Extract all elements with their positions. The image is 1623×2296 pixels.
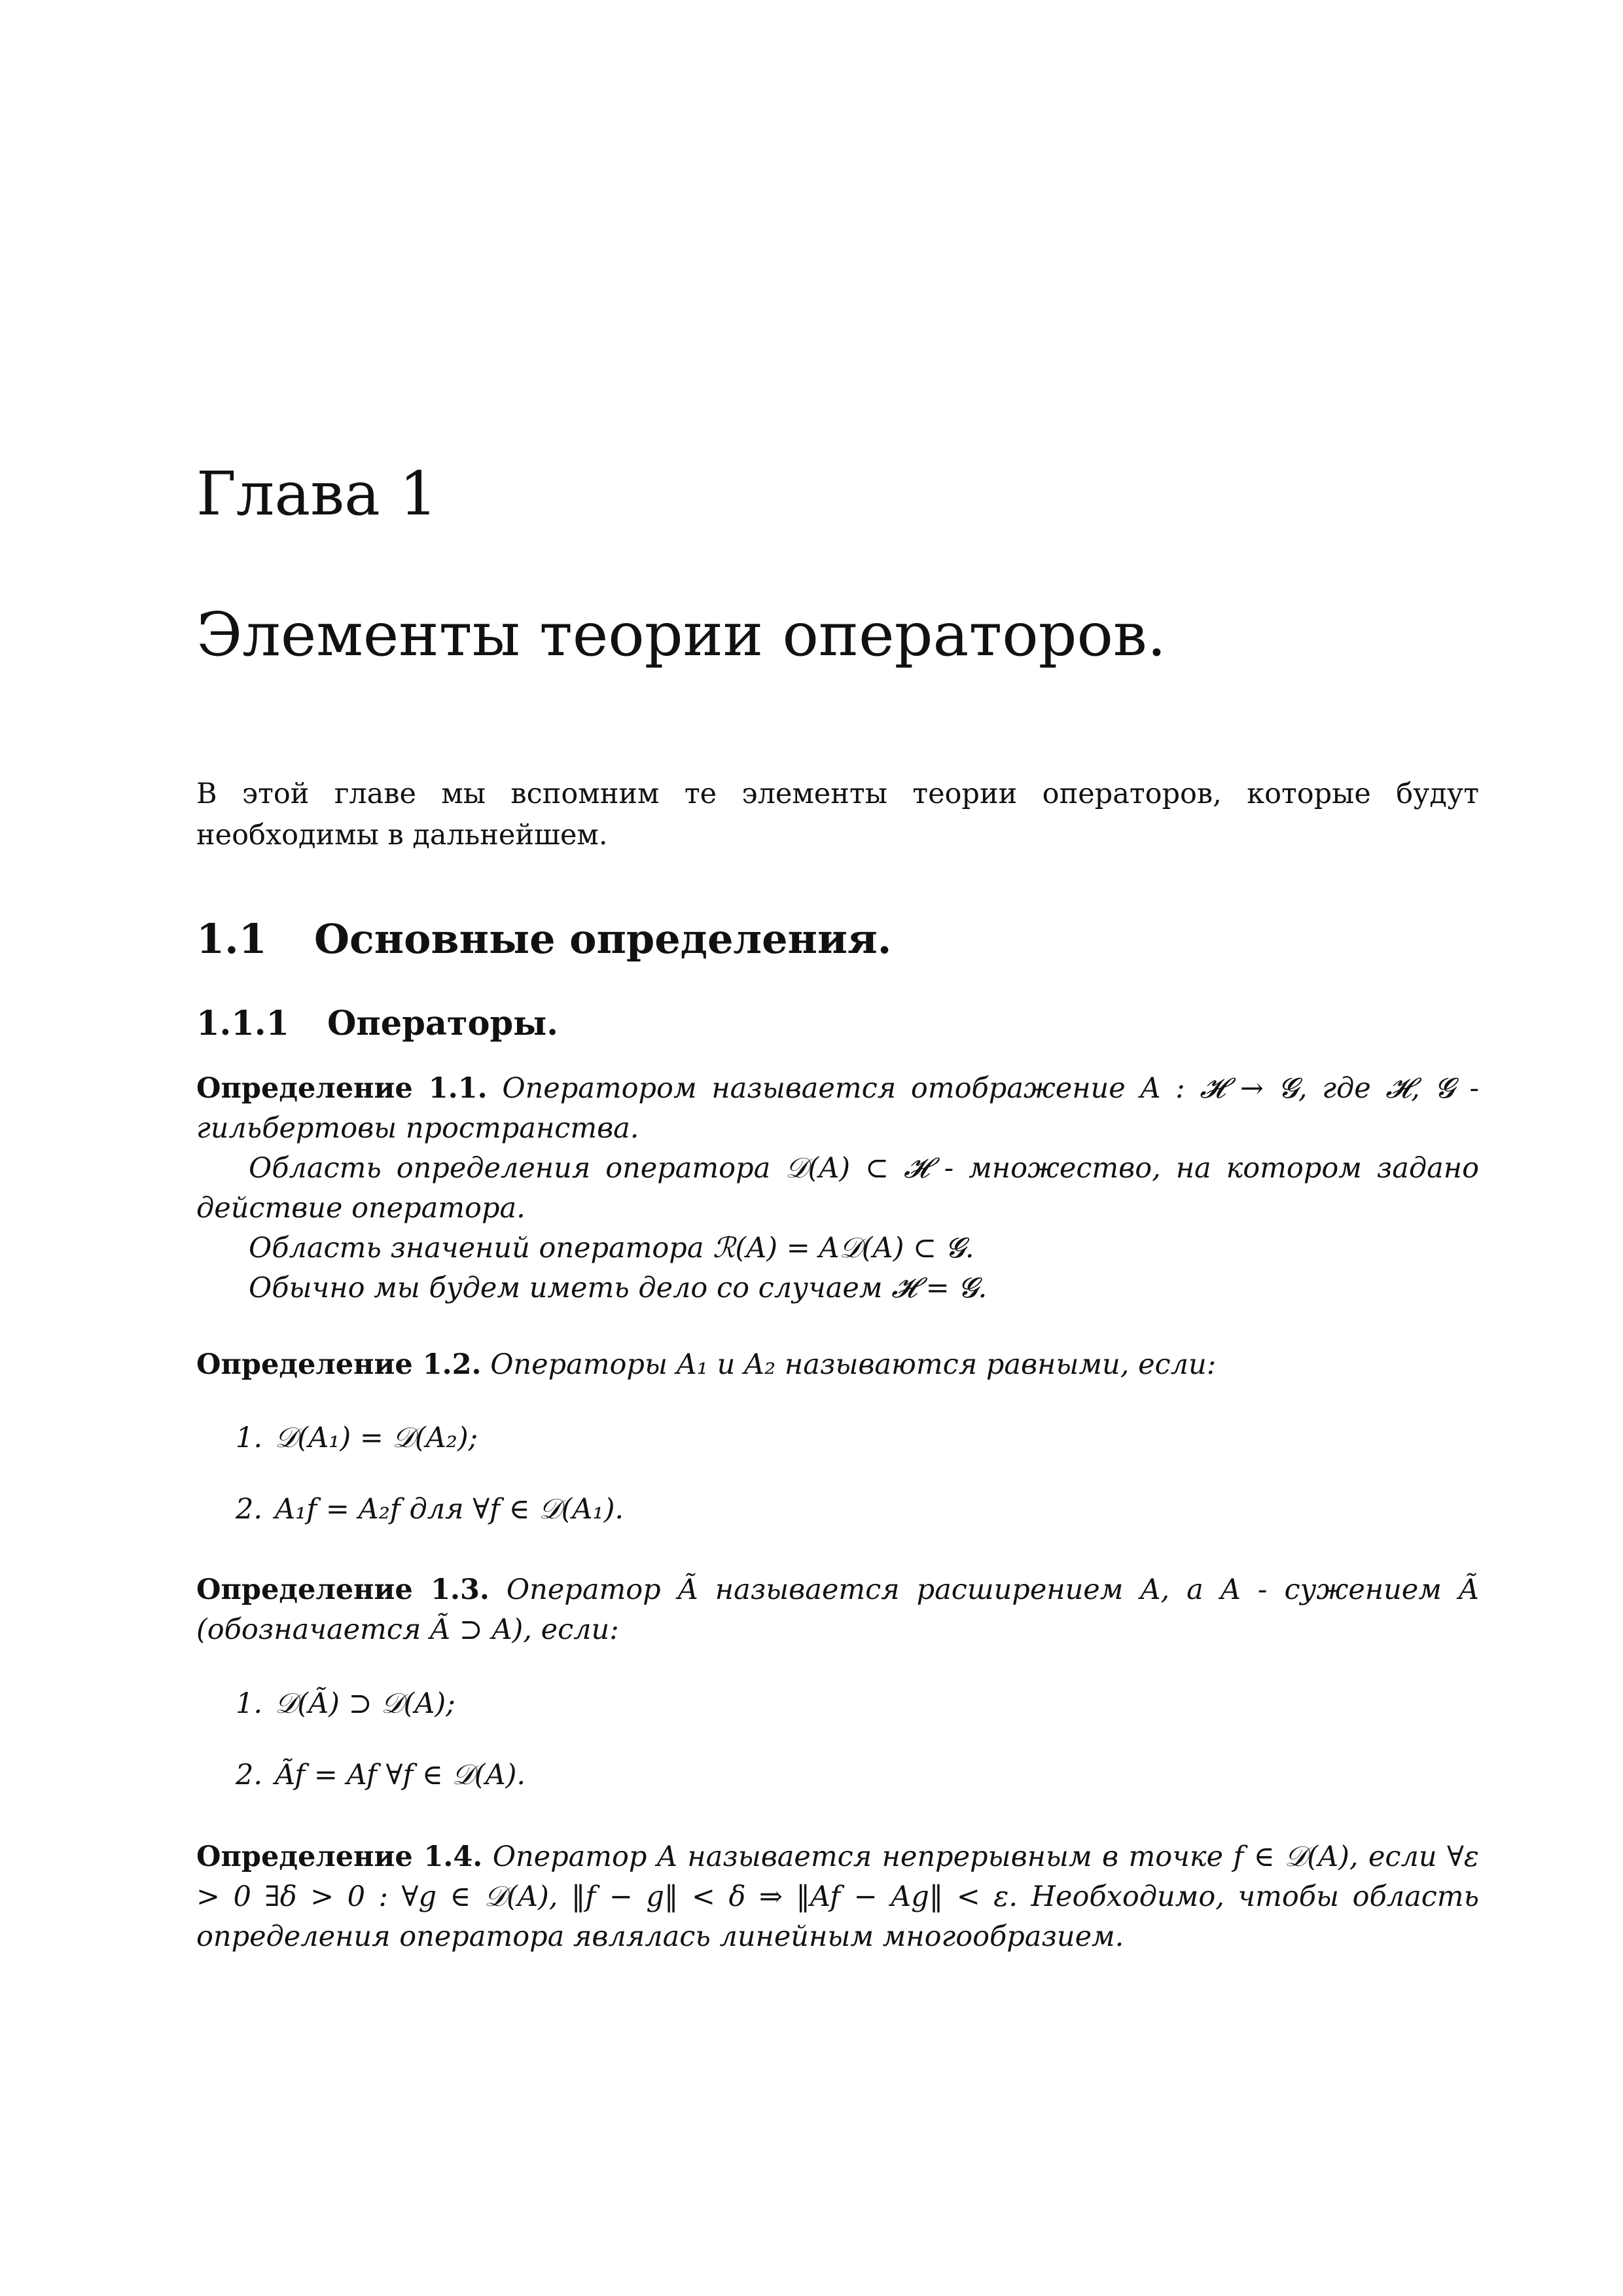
list-item [236,1490,1414,1530]
definition-label: Определение 1.3. [196,1573,490,1606]
definition-paragraph: Область значений оператора ℛ(A) = A𝒟(A) ⊂ 𝓖. [249,1232,974,1265]
definition-1-2 [196,1345,1479,1385]
definition-text: Операторы A₁ и A₂ называются равными, если: [490,1348,1217,1381]
definition-paragraph: Обычно мы будем иметь дело со случаем 𝓗 = 𝓖. [249,1272,988,1304]
subsection-title: Операторы. [327,1004,559,1043]
section-number: 1.1 [196,915,267,963]
chapter-label: Глава 1 [196,459,438,529]
subsection-number: 1.1.1 [196,1004,289,1043]
definition-label: Определение 1.2. [196,1348,482,1381]
intro-paragraph: В этой главе мы вспомним те элементы теории операторов, которые будут необходимы в дальнейшем. [196,778,1479,852]
list-item-text: A₁f = A₂f для ∀f ∈ 𝒟(A₁). [275,1493,624,1526]
definition-label: Определение 1.1. [196,1072,488,1105]
subsection-heading [196,1003,1479,1045]
definition-paragraph: Область определения оператора 𝒟(A) ⊂ 𝓗 - множество, на котором задано действие оператора. [196,1152,1479,1225]
list-item-number: 2. [236,1759,263,1791]
chapter-title: Элементы теории операторов. [196,600,1166,670]
list-item [236,1755,1414,1795]
list-item [236,1418,1414,1458]
list-item [236,1684,1414,1724]
definition-text: Оператор Ã называется расширением A, а A - сужением Ã (обозначается Ã ⊃ A), если: [196,1573,1479,1646]
definition-label: Определение 1.4. [196,1840,483,1873]
definition-text: Оператором называется отображение A : 𝓗 → 𝓖, где 𝓗, 𝓖 - гильбертовы пространства. [196,1072,1479,1145]
list-item-number: 1. [236,1422,263,1454]
section-title: Основные определения. [314,915,892,963]
definition-1-1 [196,1069,1479,1308]
list-item-number: 2. [236,1493,263,1526]
list-item-number: 1. [236,1687,263,1720]
definition-1-3 [196,1570,1479,1650]
definition-1-4 [196,1837,1479,1957]
list-item-text: 𝒟(A₁) = 𝒟(A₂); [275,1422,478,1454]
definition-text: Оператор A называется непрерывным в точке f ∈ 𝒟(A), если ∀ε > 0 ∃δ > 0 : ∀g ∈ 𝒟(A), ‖f − g‖ < δ ⇒ ‖Af − Ag‖ < ε. Необходимо, чтобы область определения оператора являлась линейным многообразием. [196,1840,1479,1953]
list-item-text: Ãf = Af ∀f ∈ 𝒟(A). [275,1759,526,1791]
list-item-text: 𝒟(Ã) ⊃ 𝒟(A); [275,1687,455,1720]
section-heading [196,913,1479,965]
